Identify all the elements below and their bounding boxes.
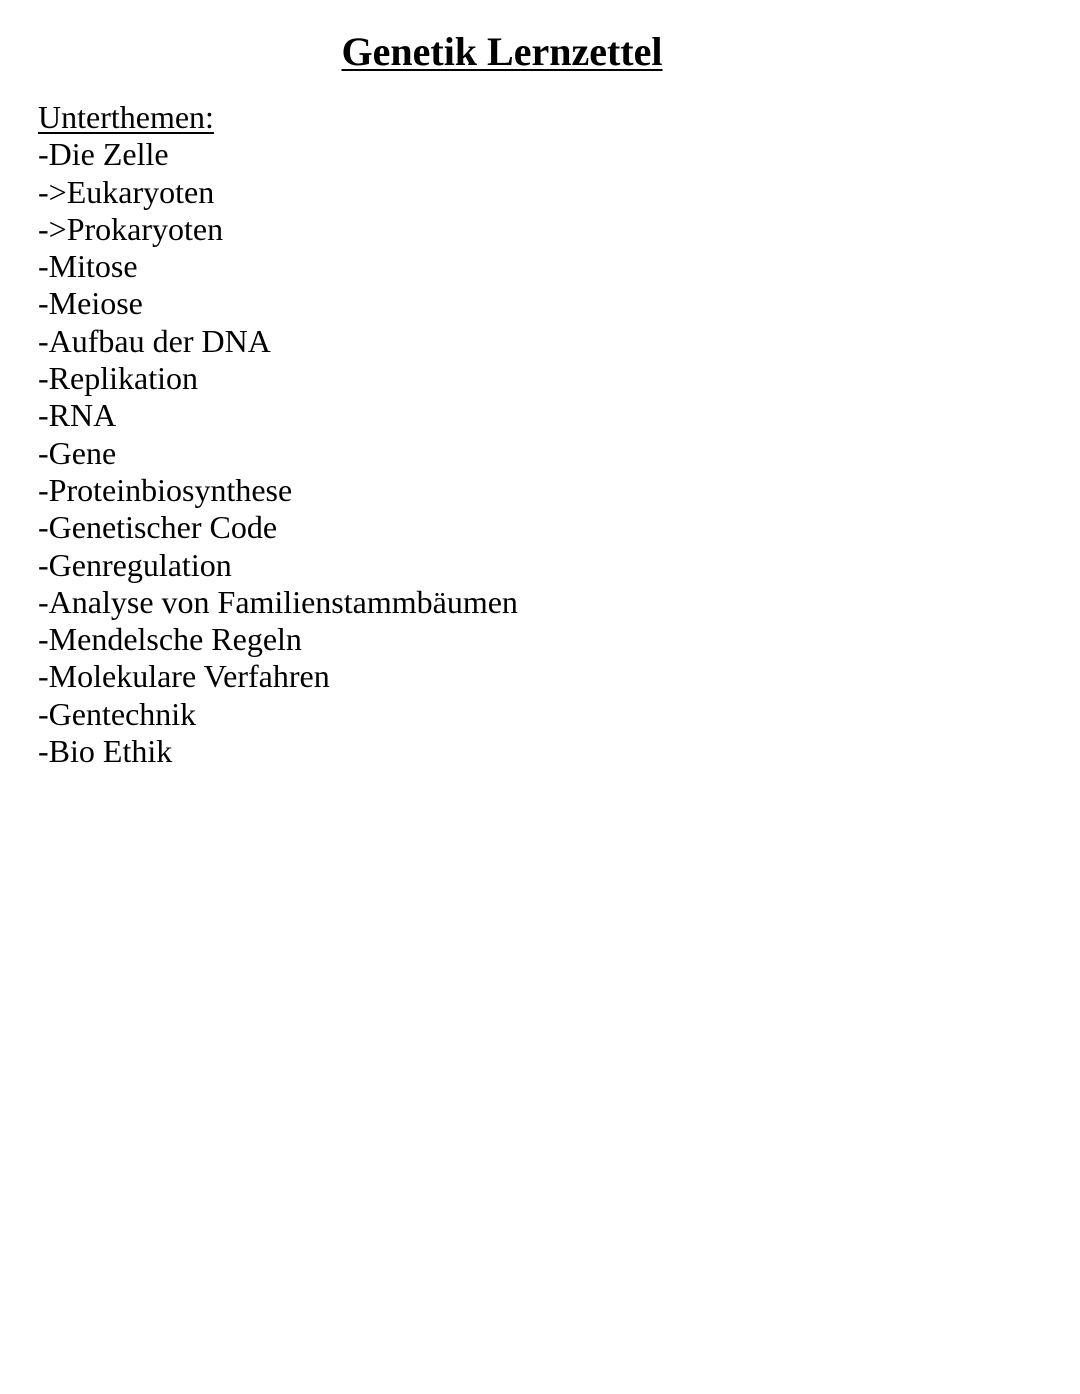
topic-item-mendelsche-regeln: -Mendelsche Regeln	[38, 621, 302, 658]
topic-item-bio-ethik: -Bio Ethik	[38, 733, 173, 770]
topic-item-aufbau-der-dna: -Aufbau der DNA	[38, 322, 271, 359]
topic-item-rna: -RNA	[38, 397, 117, 434]
topic-item-mitose: -Mitose	[38, 248, 138, 285]
topic-item-genetischer-code: -Genetischer Code	[38, 509, 278, 546]
topic-item-eukaryoten: ->Eukaryoten	[38, 173, 215, 210]
topic-item-molekulare-verfahren: -Molekulare Verfahren	[38, 658, 330, 695]
topic-item-proteinbiosynthese: -Proteinbiosynthese	[38, 471, 293, 508]
topic-item-die-zelle: -Die Zelle	[38, 136, 169, 173]
topic-item-gentechnik: -Gentechnik	[38, 695, 197, 732]
topic-item-genregulation: -Genregulation	[38, 546, 232, 583]
page-title: Genetik Lernzettel	[341, 29, 663, 74]
topics-section	[38, 99, 938, 770]
topic-item-familienstammbaeume: -Analyse von Familienstammbäumen	[38, 583, 518, 620]
topic-item-meiose: -Meiose	[38, 285, 143, 322]
topic-item-gene: -Gene	[38, 434, 117, 471]
topic-item-prokaryoten: ->Prokaryoten	[38, 210, 224, 247]
topics-heading: Unterthemen:	[38, 99, 214, 135]
topics-list	[38, 136, 938, 770]
topic-item-replikation: -Replikation	[38, 360, 198, 397]
